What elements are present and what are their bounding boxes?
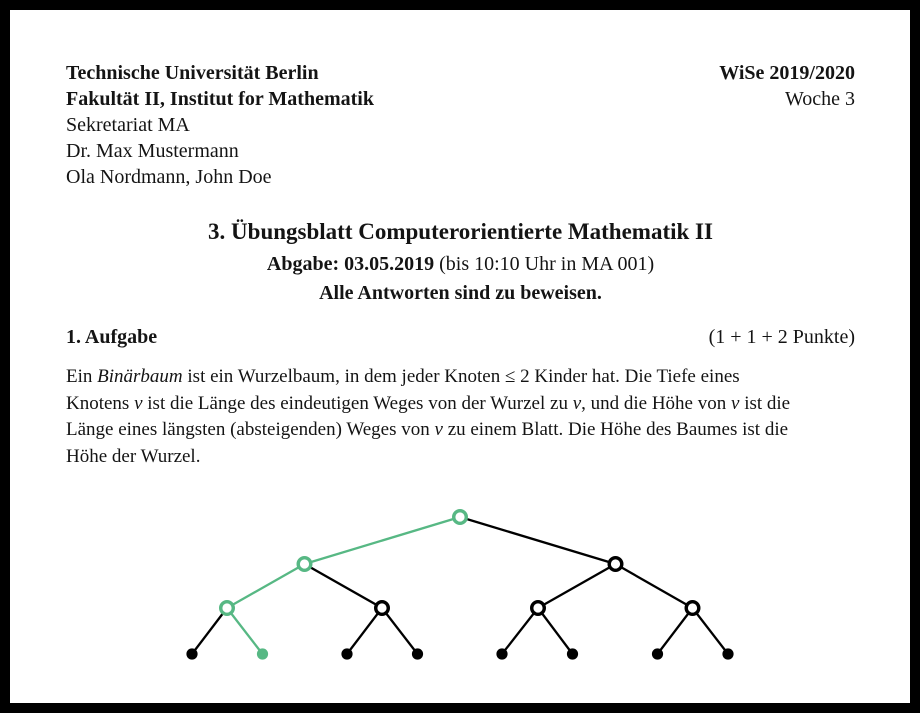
- tree-edge-R-RL: [538, 564, 616, 608]
- tree-node-l4: [412, 648, 423, 659]
- tree-edge-RL-l6: [538, 608, 573, 654]
- due-date-bold: Abgabe: 03.05.2019: [266, 253, 435, 275]
- tree-node-LR: [376, 602, 389, 615]
- problem-statement: [66, 364, 855, 470]
- faculty-name: Fakultät II, Institut for Mathematik: [66, 88, 374, 110]
- proof-note: Alle Antworten sind zu beweisen.: [319, 282, 602, 304]
- tree-edge-R-RR: [616, 564, 693, 608]
- tree-node-root: [454, 511, 467, 524]
- figure-container: [66, 484, 855, 674]
- tree-node-l5: [496, 648, 507, 659]
- tree-edge-RR-l7: [658, 608, 693, 654]
- header-right-block: [719, 60, 855, 112]
- secretariat: Sekretariat MA: [66, 114, 190, 136]
- tree-node-l8: [722, 648, 733, 659]
- task-heading: 1. Aufgabe: [66, 326, 158, 348]
- task-row: [66, 324, 855, 350]
- tree-edge-RR-l8: [693, 608, 729, 654]
- tree-node-l1: [186, 648, 197, 659]
- tree-edge-LR-l4: [382, 608, 418, 654]
- tree-node-L: [298, 558, 311, 571]
- tree-node-l2: [257, 648, 268, 659]
- tree-node-R: [609, 558, 622, 571]
- tree-edge-LR-l3: [347, 608, 382, 654]
- tree-node-RR: [686, 602, 699, 615]
- tree-edge-root-L: [305, 517, 461, 564]
- tree-node-l7: [652, 648, 663, 659]
- due-date-line: [66, 250, 855, 279]
- assistants-names: Ola Nordmann, John Doe: [66, 166, 272, 188]
- text-line: Knotens v ist die Länge des eindeutigen Weges von der Wurzel zu v, und die Höhe von v ist die: [66, 392, 791, 414]
- due-date-detail: (bis 10:10 Uhr in MA 001): [434, 253, 655, 275]
- tree-edge-LL-l2: [227, 608, 263, 654]
- text-line: Länge eines längsten (absteigenden) Weges von v zu einem Blatt. Die Höhe des Baumes ist die: [66, 419, 789, 440]
- text-line: Höhe der Wurzel.: [66, 445, 201, 467]
- title-block: [66, 217, 855, 307]
- tree-node-l6: [567, 648, 578, 659]
- lecturer-name: Dr. Max Mustermann: [66, 140, 239, 162]
- sheet-title: 3. Übungsblatt Computerorientierte Mathematik II: [208, 219, 713, 244]
- task-points: (1 + 1 + 2 Punkte): [708, 326, 855, 348]
- tree-edge-LL-l1: [192, 608, 227, 654]
- tree-node-RL: [532, 602, 545, 615]
- tree-edge-L-LL: [227, 564, 305, 608]
- university-name: Technische Universität Berlin: [66, 62, 319, 84]
- tree-edge-RL-l5: [502, 608, 538, 654]
- document-header: [66, 60, 855, 190]
- text-line: Ein Binärbaum ist ein Wurzelbaum, in dem jeder Knoten ≤ 2 Kinder hat. Die Tiefe eines: [66, 366, 740, 387]
- tree-node-l3: [341, 648, 352, 659]
- week-label: Woche 3: [784, 88, 855, 110]
- tree-node-LL: [221, 602, 234, 615]
- header-left-block: [66, 60, 374, 190]
- tree-edge-L-LR: [305, 564, 383, 608]
- semester-label: WiSe 2019/2020: [719, 62, 855, 84]
- tree-edge-root-R: [460, 517, 616, 564]
- binary-tree-diagram: [150, 484, 770, 674]
